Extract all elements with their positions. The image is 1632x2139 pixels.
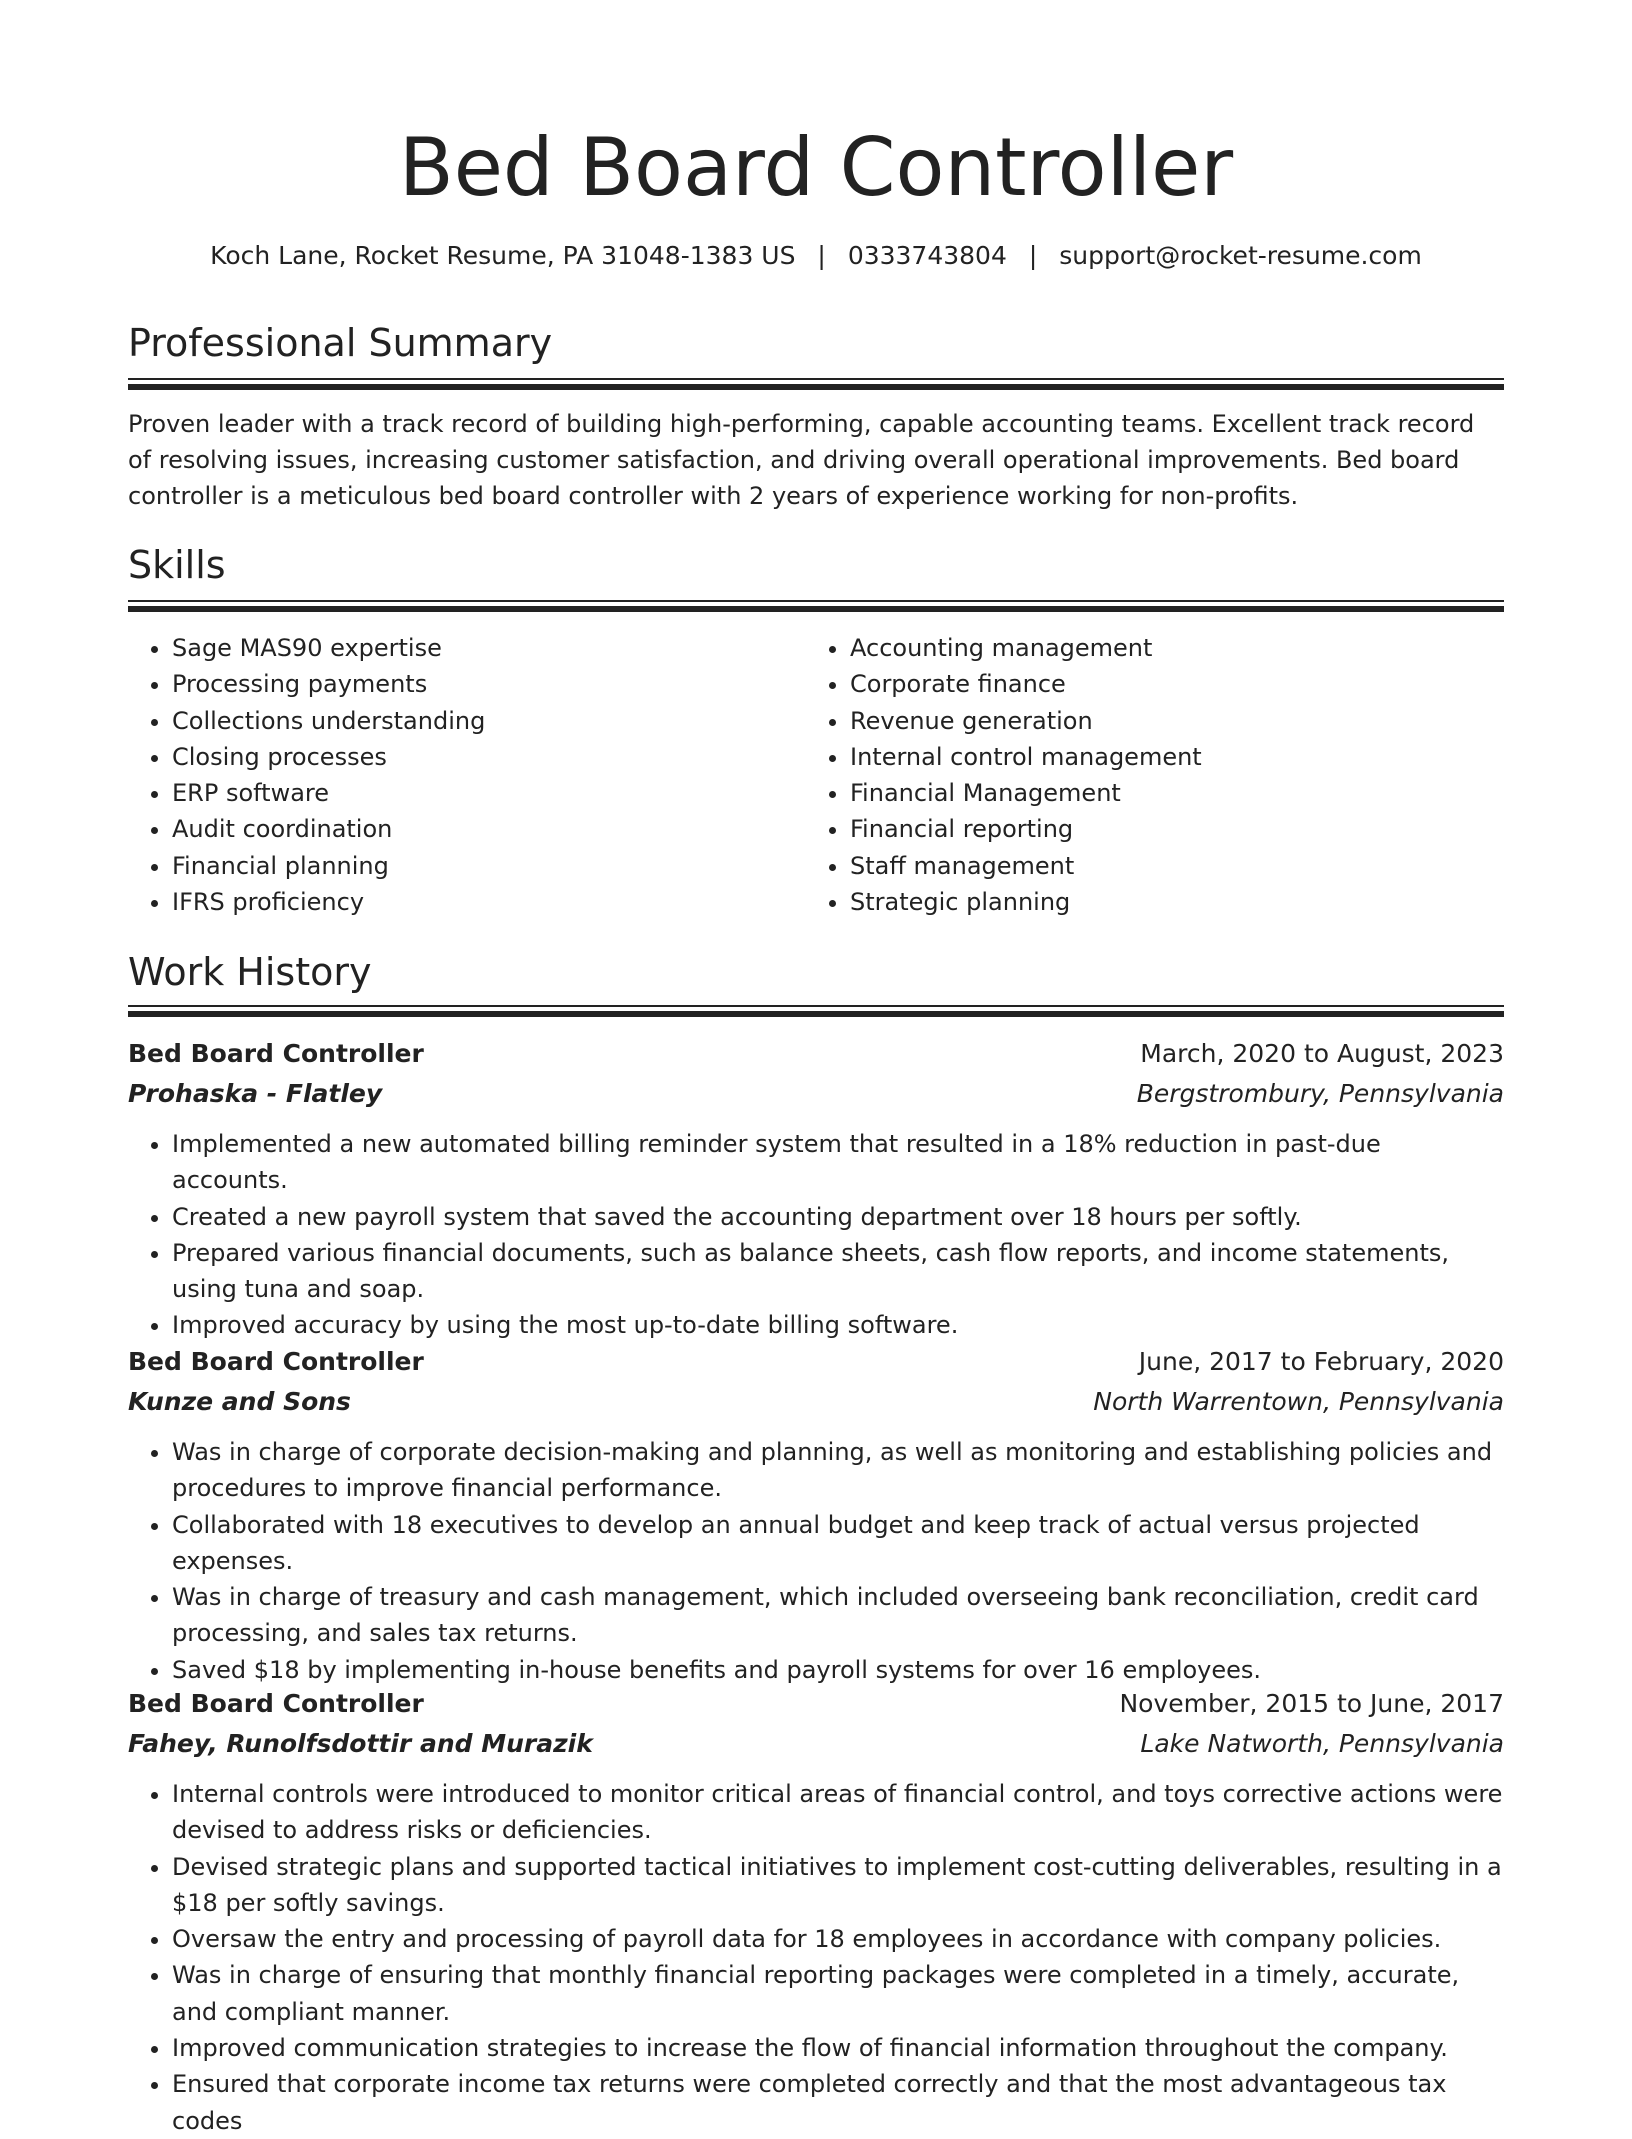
job-dates: June, 2017 to February, 2020 — [1138, 1347, 1504, 1376]
skill-item: • Corporate finance — [850, 666, 1466, 702]
skills-list-right — [806, 630, 1466, 920]
contact-line — [128, 238, 1504, 274]
job-bullet: • Prepared various financial documents, such as balance sheets, cash flow reports, and income statements, using tuna and soap. — [172, 1235, 1504, 1308]
contact-phone: 0333743804 — [847, 241, 1007, 270]
skill-item: • Financial Management — [850, 775, 1466, 811]
job-bullet: • Was in charge of ensuring that monthly financial reporting packages were completed in a timely, accurate, and compliant manner. — [172, 1957, 1504, 2030]
resume-name: Bed Board Controller — [398, 121, 1234, 214]
skill-item: • Strategic planning — [850, 884, 1466, 920]
job-bullet: • Was in charge of treasury and cash management, which included overseeing bank reconciliation, credit card processing, and sales tax returns. — [172, 1579, 1504, 1652]
skill-item: • IFRS proficiency — [172, 884, 788, 920]
job-bullet: • Internal controls were introduced to monitor critical areas of financial control, and toys corrective actions were devised to address risks or deficiencies. — [172, 1776, 1504, 1849]
job-bullet: • Saved $18 by implementing in-house benefits and payroll systems for over 16 employees. — [172, 1652, 1504, 1688]
job-bullet: • Collaborated with 18 executives to develop an annual budget and keep track of actual versus projected expenses. — [172, 1507, 1504, 1580]
job-dates: March, 2020 to August, 2023 — [1140, 1039, 1504, 1068]
contact-separator: | — [817, 241, 826, 270]
section-title-skills: Skills — [128, 543, 226, 587]
job-location: Lake Natworth, Pennsylvania — [1140, 1729, 1504, 1758]
skill-item: • Closing processes — [172, 739, 788, 775]
job-bullet: • Ensured that corporate income tax returns were completed correctly and that the most advantageous tax codes — [172, 2066, 1504, 2139]
skill-item: • Internal control management — [850, 739, 1466, 775]
skill-item: • Financial reporting — [850, 811, 1466, 847]
job-title: Bed Board Controller — [128, 1039, 424, 1068]
job-company: Fahey, Runolfsdottir and Murazik — [128, 1729, 593, 1758]
contact-address: Koch Lane, Rocket Resume, PA 31048-1383 US — [210, 241, 796, 270]
job-location: North Warrentown, Pennsylvania — [1093, 1387, 1504, 1416]
section-title-work: Work History — [128, 950, 372, 994]
job-entry — [128, 1684, 1504, 2139]
skill-item: • Revenue generation — [850, 703, 1466, 739]
contact-separator: | — [1028, 241, 1038, 270]
section-divider — [128, 378, 1504, 390]
job-bullet: • Devised strategic plans and supported tactical initiatives to implement cost-cutting deliverables, resulting in a $18 per softly savings. — [172, 1849, 1504, 1922]
skill-item: • Processing payments — [172, 666, 788, 702]
job-dates: November, 2015 to June, 2017 — [1119, 1689, 1504, 1718]
job-title: Bed Board Controller — [128, 1347, 424, 1376]
job-bullet: • Created a new payroll system that saved the accounting department over 18 hours per softly. — [172, 1199, 1504, 1235]
skill-item: • Audit coordination — [172, 811, 788, 847]
job-entry — [128, 1342, 1504, 1688]
section-divider — [128, 600, 1504, 612]
job-entry — [128, 1034, 1504, 1344]
job-location: Bergstrombury, Pennsylvania — [1136, 1079, 1504, 1108]
skill-item: • ERP software — [172, 775, 788, 811]
summary-text: Proven leader with a track record of building high-performing, capable accounting teams. Excellent track record of resolving issues, increasing customer satisfaction, and driving overall operational improvements. Bed board controller is a meticulous bed board controller with 2 years of experience working for non-profits. — [128, 410, 1475, 510]
skills-list-left — [128, 630, 788, 920]
job-title: Bed Board Controller — [128, 1689, 424, 1718]
job-company: Kunze and Sons — [128, 1387, 351, 1416]
job-bullet: • Improved communication strategies to increase the flow of financial information throughout the company. — [172, 2030, 1504, 2066]
job-bullet: • Was in charge of corporate decision-making and planning, as well as monitoring and establishing policies and procedures to improve financial performance. — [172, 1434, 1504, 1507]
skill-item: • Staff management — [850, 848, 1466, 884]
job-company: Prohaska - Flatley — [128, 1079, 383, 1108]
skill-item: • Collections understanding — [172, 703, 788, 739]
skill-item: • Accounting management — [850, 630, 1466, 666]
job-bullet: • Improved accuracy by using the most up-to-date billing software. — [172, 1307, 1504, 1343]
contact-email: support@rocket-resume.com — [1059, 241, 1422, 270]
section-divider — [128, 1005, 1504, 1017]
skill-item: • Sage MAS90 expertise — [172, 630, 788, 666]
job-bullet: • Implemented a new automated billing reminder system that resulted in a 18% reduction in past-due accounts. — [172, 1126, 1504, 1199]
job-bullet: • Oversaw the entry and processing of payroll data for 18 employees in accordance with company policies. — [172, 1921, 1504, 1957]
section-title-summary: Professional Summary — [128, 321, 553, 365]
skill-item: • Financial planning — [172, 848, 788, 884]
